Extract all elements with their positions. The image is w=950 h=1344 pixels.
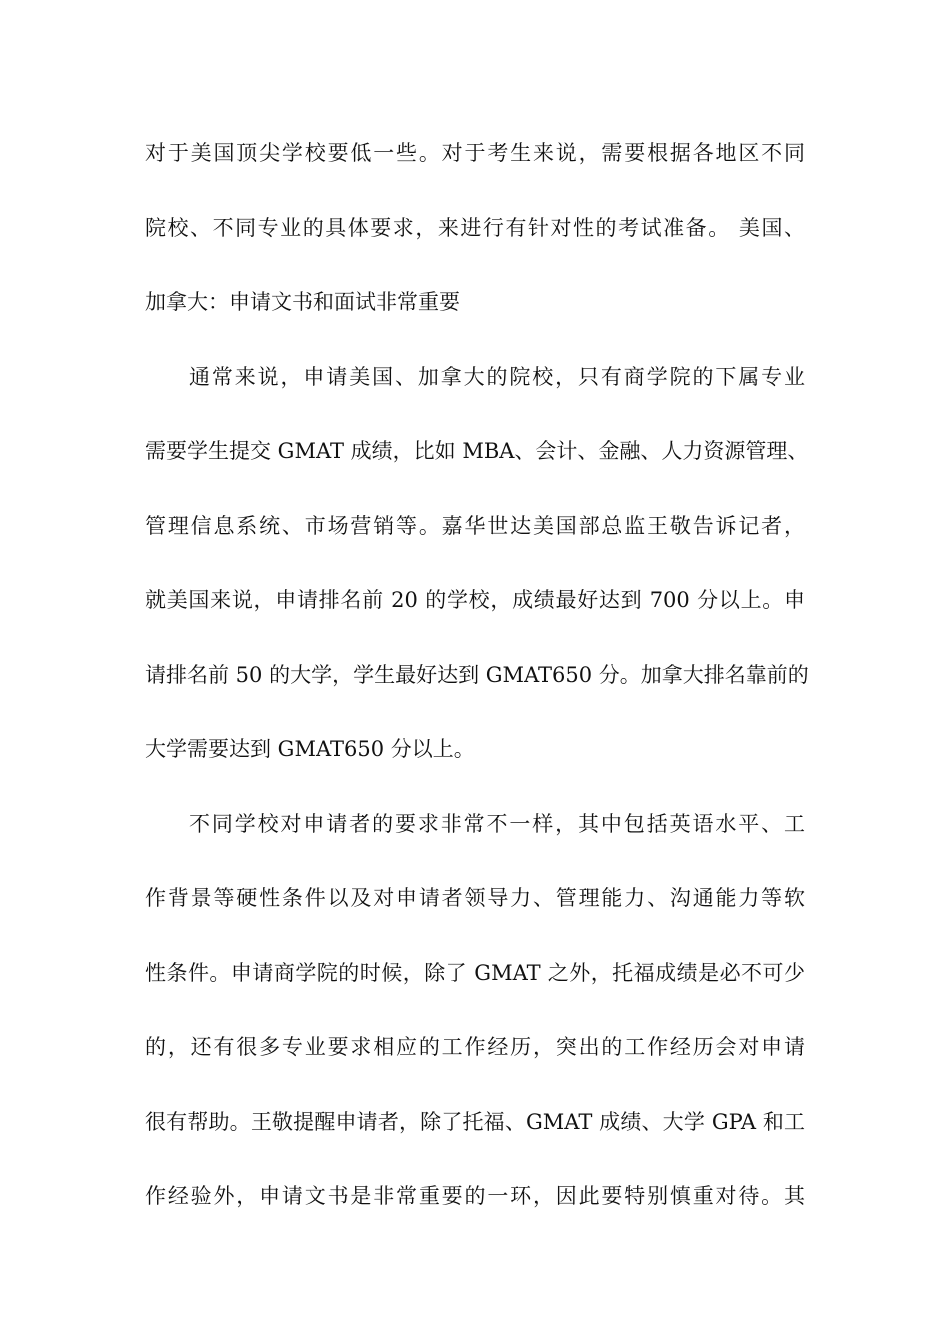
text-line: 的，还有很多专业要求相应的工作经历，突出的工作经历会对申请: [145, 1035, 805, 1059]
paragraph-first-line: 通常来说，申请美国、加拿大的院校，只有商学院的下属专业: [189, 365, 805, 389]
text-line: 很有帮助。王敬提醒申请者，除了托福、GMAT 成绩、大学 GPA 和工: [145, 1110, 805, 1134]
text-line: 性条件。申请商学院的时候，除了 GMAT 之外，托福成绩是必不可少: [145, 961, 805, 985]
paragraph-first-line: 不同学校对申请者的要求非常不一样，其中包括英语水平、工: [189, 812, 805, 836]
text-line: 就美国来说，申请排名前 20 的学校，成绩最好达到 700 分以上。申: [145, 588, 805, 612]
paragraph-last-line: 大学需要达到 GMAT650 分以上。: [145, 737, 475, 761]
text-line: 作背景等硬性条件以及对申请者领导力、管理能力、沟通能力等软: [145, 886, 805, 910]
text-line: 管理信息系统、市场营销等。嘉华世达美国部总监王敬告诉记者，: [145, 514, 805, 538]
text-line: 请排名前 50 的大学，学生最好达到 GMAT650 分。加拿大排名靠前的: [145, 663, 809, 687]
section-heading-line: 加拿大：申请文书和面试非常重要: [145, 290, 460, 314]
text-line: 需要学生提交 GMAT 成绩，比如 MBA、会计、金融、人力资源管理、: [145, 439, 809, 463]
text-line: 作经验外，申请文书是非常重要的一环，因此要特别慎重对待。其: [145, 1184, 805, 1208]
text-line: 对于美国顶尖学校要低一些。对于考生来说，需要根据各地区不同: [145, 141, 805, 165]
text-line: 院校、不同专业的具体要求，来进行有针对性的考试准备。 美国、: [145, 216, 805, 240]
